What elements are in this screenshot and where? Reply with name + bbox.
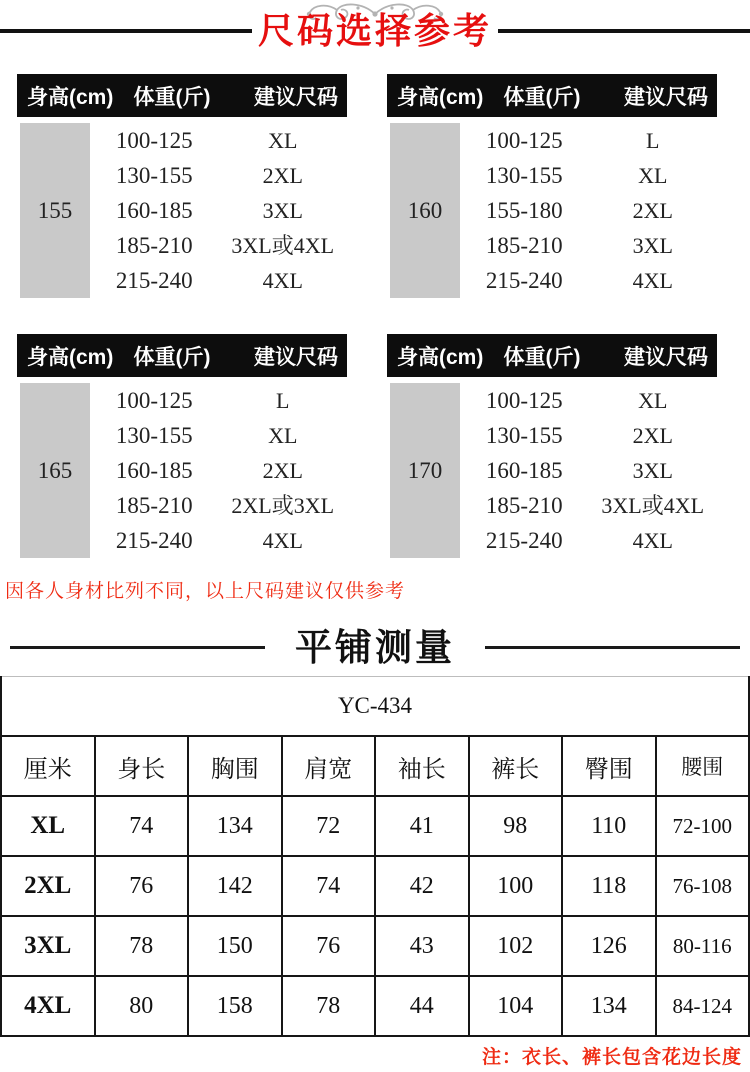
- column-header: 身高(cm): [27, 85, 114, 109]
- size-cell: 2XL: [262, 458, 303, 483]
- weight-column: [90, 383, 219, 558]
- measurement-note: 注：衣长、裤长包含花边长度: [481, 1047, 742, 1068]
- size-cell: 3XL: [632, 233, 673, 258]
- column-header: 体重(斤): [133, 85, 211, 109]
- weight-range-cell: 130-155: [115, 163, 193, 188]
- measurement-column-header: 腰围: [656, 736, 750, 796]
- measurement-size-cell: XL: [1, 796, 95, 856]
- size-cell: L: [646, 128, 660, 153]
- measurement-row: [1, 916, 749, 976]
- size-column: [589, 383, 718, 558]
- measurement-value-cell: 102: [469, 916, 563, 976]
- measurement-value-cell: 43: [375, 916, 469, 976]
- measurement-value-cell: 76: [95, 856, 189, 916]
- page-title-row: [0, 12, 750, 50]
- size-cell: XL: [638, 163, 668, 188]
- measurement-value-cell: 134: [562, 976, 656, 1036]
- column-header: 建议尺码: [254, 345, 338, 369]
- measurement-title-row: [1, 677, 749, 737]
- size-table-header: [17, 74, 347, 117]
- measurement-column-header: 身长: [95, 736, 189, 796]
- measurement-value-cell: 80: [95, 976, 189, 1036]
- column-header: 体重(斤): [133, 345, 211, 369]
- size-cell: 4XL: [262, 268, 303, 293]
- measurement-value-cell: 84-124: [656, 976, 750, 1036]
- weight-range-cell: 130-155: [485, 423, 563, 448]
- section-line-right: [485, 646, 740, 649]
- column-header: 建议尺码: [624, 345, 708, 369]
- size-cell: 3XL或4XL: [601, 493, 705, 518]
- column-header: 体重(斤): [503, 345, 581, 369]
- column-header: 建议尺码: [254, 85, 338, 109]
- measurement-value-cell: 41: [375, 796, 469, 856]
- size-cell: 4XL: [632, 528, 673, 553]
- measurement-value-cell: 74: [95, 796, 189, 856]
- page-title: 尺码选择参考: [258, 11, 493, 51]
- size-cell: 2XL: [632, 423, 673, 448]
- measurement-column-header: 裤长: [469, 736, 563, 796]
- measurement-value-cell: 72-100: [656, 796, 750, 856]
- measurement-value-cell: 118: [562, 856, 656, 916]
- measurement-value-cell: 150: [188, 916, 282, 976]
- size-disclaimer: 因各人身材比列不同，以上尺码建议仅供参考: [5, 581, 406, 602]
- weight-range-cell: 185-210: [115, 493, 193, 518]
- size-column: [589, 123, 718, 298]
- weight-range-cell: 215-240: [115, 268, 193, 293]
- weight-range-cell: 160-185: [115, 198, 193, 223]
- measurement-row: [1, 856, 749, 916]
- height-cell: 160: [390, 123, 460, 298]
- title-line-left: [0, 29, 252, 33]
- measurement-value-cell: 110: [562, 796, 656, 856]
- size-table-header: [387, 74, 717, 117]
- size-table-170: [387, 334, 717, 558]
- size-column: [219, 383, 348, 558]
- measurement-size-cell: 2XL: [1, 856, 95, 916]
- weight-range-cell: 185-210: [485, 233, 563, 258]
- weight-range-cell: 215-240: [115, 528, 193, 553]
- weight-range-cell: 130-155: [115, 423, 193, 448]
- weight-range-cell: 160-185: [115, 458, 193, 483]
- measurement-value-cell: 158: [188, 976, 282, 1036]
- measurement-value-cell: 134: [188, 796, 282, 856]
- weight-range-cell: 155-180: [485, 198, 563, 223]
- size-table-body: [387, 383, 717, 558]
- measurement-value-cell: 76-108: [656, 856, 750, 916]
- measurement-value-cell: 100: [469, 856, 563, 916]
- section-title-row: [0, 624, 750, 670]
- measurement-header-row: [1, 736, 749, 796]
- weight-range-cell: 100-125: [485, 128, 563, 153]
- weight-range-cell: 215-240: [485, 528, 563, 553]
- measurement-column-header: 肩宽: [282, 736, 376, 796]
- size-cell: 2XL: [262, 163, 303, 188]
- measurement-row: [1, 796, 749, 856]
- size-cell: 3XL: [262, 198, 303, 223]
- size-table-header: [387, 334, 717, 377]
- measurement-value-cell: 104: [469, 976, 563, 1036]
- measurement-table: [0, 676, 750, 1037]
- weight-column: [460, 383, 589, 558]
- measurement-value-cell: 74: [282, 856, 376, 916]
- measurement-value-cell: 76: [282, 916, 376, 976]
- size-cell: 2XL或3XL: [231, 493, 335, 518]
- size-cell: 3XL: [632, 458, 673, 483]
- measurement-size-cell: 3XL: [1, 916, 95, 976]
- column-header: 身高(cm): [27, 345, 114, 369]
- measurement-column-header: 胸围: [188, 736, 282, 796]
- measurement-size-cell: 4XL: [1, 976, 95, 1036]
- weight-column: [460, 123, 589, 298]
- size-cell: 2XL: [632, 198, 673, 223]
- column-header: 身高(cm): [397, 85, 484, 109]
- measurement-value-cell: 78: [282, 976, 376, 1036]
- size-table-165: [17, 334, 347, 558]
- weight-range-cell: 215-240: [485, 268, 563, 293]
- size-cell: 4XL: [262, 528, 303, 553]
- height-cell: 155: [20, 123, 90, 298]
- height-cell: 165: [20, 383, 90, 558]
- weight-range-cell: 100-125: [485, 388, 563, 413]
- weight-range-cell: 185-210: [485, 493, 563, 518]
- measurement-column-header: 臀围: [562, 736, 656, 796]
- weight-range-cell: 130-155: [485, 163, 563, 188]
- size-table-160: [387, 74, 717, 298]
- size-cell: 3XL或4XL: [231, 233, 335, 258]
- weight-column: [90, 123, 219, 298]
- title-line-right: [498, 29, 750, 33]
- measurement-table-title: YC-434: [1, 677, 749, 737]
- size-table-155: [17, 74, 347, 298]
- height-cell: 170: [390, 383, 460, 558]
- measurement-value-cell: 44: [375, 976, 469, 1036]
- measurement-row: [1, 976, 749, 1036]
- size-table-header: [17, 334, 347, 377]
- column-header: 身高(cm): [397, 345, 484, 369]
- measurement-value-cell: 72: [282, 796, 376, 856]
- measurement-value-cell: 98: [469, 796, 563, 856]
- measurement-value-cell: 42: [375, 856, 469, 916]
- size-table-body: [17, 383, 347, 558]
- weight-range-cell: 185-210: [115, 233, 193, 258]
- column-header: 体重(斤): [503, 85, 581, 109]
- measurement-value-cell: 142: [188, 856, 282, 916]
- measurement-value-cell: 78: [95, 916, 189, 976]
- size-table-body: [387, 123, 717, 298]
- size-table-body: [17, 123, 347, 298]
- size-cell: L: [276, 388, 290, 413]
- size-cell: XL: [268, 423, 298, 448]
- size-cell: XL: [638, 388, 668, 413]
- measurement-value-cell: 80-116: [656, 916, 750, 976]
- measurement-column-header: 厘米: [1, 736, 95, 796]
- section-line-left: [10, 646, 265, 649]
- measurement-column-header: 袖长: [375, 736, 469, 796]
- size-cell: XL: [268, 128, 298, 153]
- size-cell: 4XL: [632, 268, 673, 293]
- section-title: 平铺测量: [295, 626, 455, 668]
- weight-range-cell: 100-125: [115, 128, 193, 153]
- weight-range-cell: 100-125: [115, 388, 193, 413]
- size-column: [219, 123, 348, 298]
- column-header: 建议尺码: [624, 85, 708, 109]
- measurement-value-cell: 126: [562, 916, 656, 976]
- weight-range-cell: 160-185: [485, 458, 563, 483]
